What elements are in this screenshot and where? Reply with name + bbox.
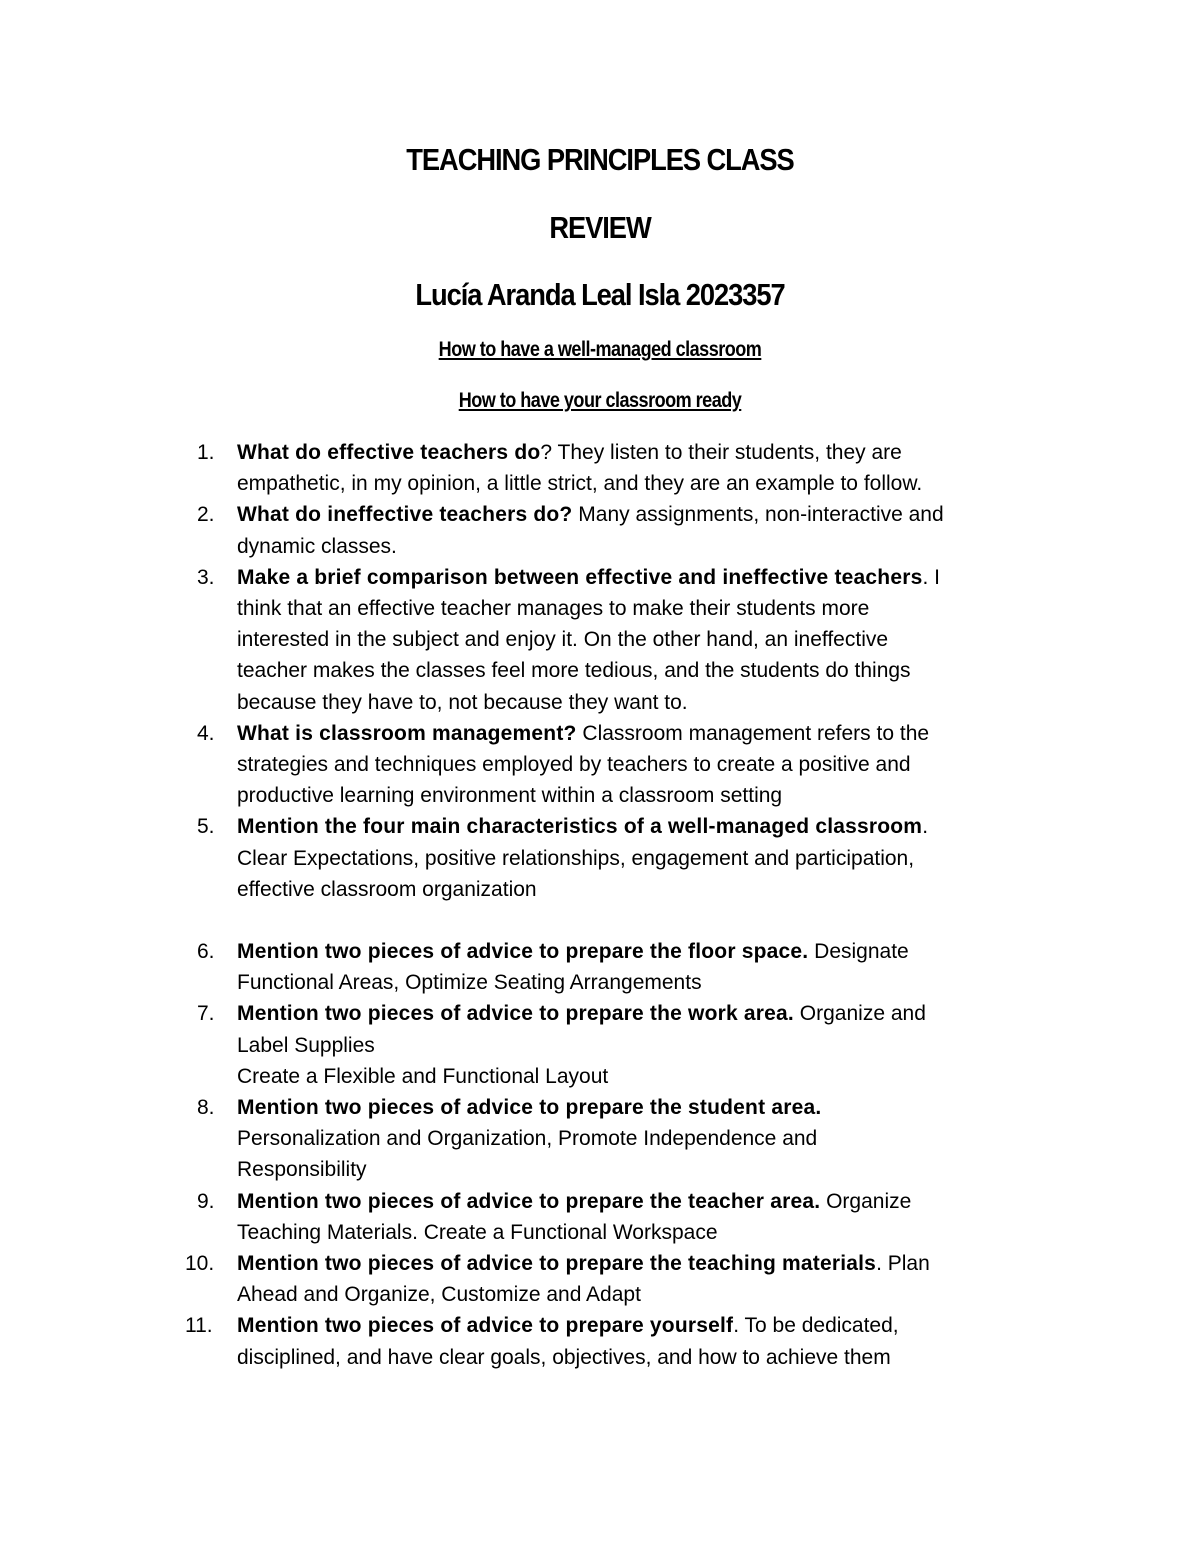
list-item (0, 936, 1200, 998)
document-title: TEACHING PRINCIPLES CLASS (406, 142, 794, 177)
list-item (0, 811, 1200, 905)
answer-text: interested in the subject and enjoy it. On the other hand, an ineffective (237, 628, 889, 652)
question-text: What do effective teachers do (237, 441, 541, 464)
section-heading-classroom-ready: How to have your classroom ready (458, 389, 742, 412)
item-number: 8. (197, 1096, 215, 1120)
answer-text: because they have to, not because they want to. (237, 690, 688, 714)
question-text: Mention two pieces of advice to prepare the work area. (237, 1002, 794, 1026)
answer-text: Responsibility (237, 1158, 367, 1182)
answer-text: teacher makes the classes feel more tedious, and the students do things (237, 659, 911, 683)
list-item (0, 437, 1200, 499)
question-text: Mention two pieces of advice to prepare the student area. (237, 1096, 822, 1120)
question-text: Mention two pieces of advice to prepare the floor space. (237, 940, 809, 964)
item-number: 7. (197, 1002, 215, 1026)
list-item (0, 1092, 1200, 1186)
answer-text: Personalization and Organization, Promote Independence and (237, 1127, 818, 1151)
answer-text: empathetic, in my opinion, a little strict, and they are an example to follow. (237, 472, 923, 496)
item-number: 2. (197, 503, 215, 527)
answer-text: Organize and (793, 1002, 926, 1026)
item-number: 1. (197, 441, 215, 464)
answer-text: Functional Areas, Optimize Seating Arrangements (237, 971, 702, 995)
list-item (0, 718, 1200, 812)
list-item (0, 998, 1200, 1092)
section-heading-managed-classroom: How to have a well-managed classroom (438, 338, 762, 361)
answer-text: disciplined, and have clear goals, objectives, and how to achieve them (237, 1345, 891, 1369)
item-number: 6. (197, 940, 215, 964)
answer-text: Create a Flexible and Functional Layout (237, 1064, 609, 1088)
answer-text: ? They listen to their students, they are (540, 441, 902, 464)
list-item (0, 1186, 1200, 1248)
list-item (0, 1248, 1200, 1310)
answer-text: Teaching Materials. Create a Functional Workspace (237, 1220, 718, 1244)
blank-line (0, 905, 1200, 936)
answer-text: effective classroom organization (237, 877, 537, 901)
answer-text: Designate (808, 940, 909, 964)
answer-text: . Plan (876, 1252, 930, 1276)
question-text: Mention two pieces of advice to prepare the teacher area. (237, 1189, 821, 1213)
item-number: 10. (185, 1252, 215, 1276)
question-text: Mention two pieces of advice to prepare the teaching materials (237, 1252, 877, 1276)
item-number: 3. (197, 565, 215, 589)
answer-text: Classroom management refers to the (576, 721, 930, 745)
item-number: 4. (197, 721, 215, 745)
list-item (0, 562, 1200, 718)
document-title-review: REVIEW (549, 210, 651, 245)
answer-text: Clear Expectations, positive relationships, engagement and participation, (237, 846, 915, 870)
answer-text: . I (922, 565, 940, 589)
question-text: What do ineffective teachers do? (237, 503, 573, 527)
question-text: Mention two pieces of advice to prepare yourself (237, 1314, 734, 1338)
author-line: Lucía Aranda Leal Isla 2023357 (415, 277, 785, 312)
answer-text: Ahead and Organize, Customize and Adapt (237, 1283, 641, 1307)
item-number: 11. (185, 1314, 213, 1338)
list-item (0, 499, 1200, 561)
item-number: 5. (197, 815, 215, 839)
answer-text: . (922, 815, 929, 839)
answer-text: Many assignments, non-interactive and (572, 503, 944, 527)
question-text: Mention the four main characteristics of a well-managed classroom (237, 815, 923, 839)
question-text: Make a brief comparison between effective and ineffective teachers (237, 565, 923, 589)
answer-text: dynamic classes. (237, 534, 397, 558)
answer-text: Organize (820, 1189, 912, 1213)
question-text: What is classroom management? (237, 721, 577, 745)
answer-text: productive learning environment within a classroom setting (237, 784, 783, 808)
item-number: 9. (197, 1189, 215, 1213)
list-item (0, 1310, 1200, 1372)
question-list (0, 437, 1200, 1373)
answer-text: strategies and techniques employed by teachers to create a positive and (237, 753, 911, 777)
answer-text: Label Supplies (237, 1033, 375, 1057)
answer-text: think that an effective teacher manages to make their students more (237, 597, 870, 621)
answer-text: . To be dedicated, (733, 1314, 899, 1338)
